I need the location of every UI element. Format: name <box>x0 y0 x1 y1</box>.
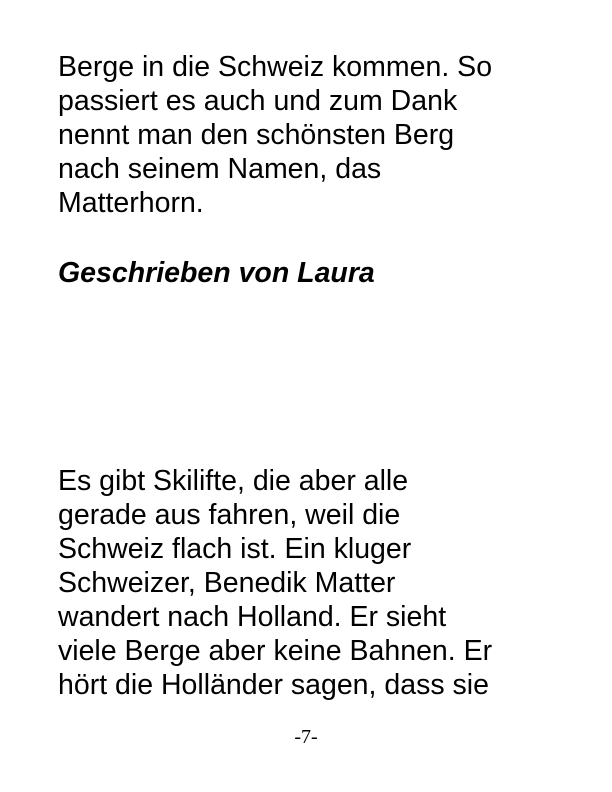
text-line: Matterhorn. <box>58 187 204 219</box>
text-line: Es gibt Skilifte, die aber alle <box>58 465 409 497</box>
text-line: passiert es auch und zum Dank <box>58 85 458 117</box>
text-line: hört die Holländer sagen, dass sie <box>58 669 489 701</box>
story-paragraph-beginning <box>58 464 578 702</box>
author-signature: Geschrieben von Laura <box>58 257 375 289</box>
text-line: Berge in die Schweiz kommen. So <box>58 51 493 83</box>
text-line: Schweizer, Benedik Matter <box>58 567 396 599</box>
page-number: -7- <box>294 726 318 748</box>
text-line: viele Berge aber keine Bahnen. Er <box>58 635 493 667</box>
text-line: gerade aus fahren, weil die <box>58 499 401 531</box>
text-line: Schweiz flach ist. Ein kluger <box>58 533 412 565</box>
story-paragraph-ending <box>58 50 578 220</box>
text-line: nennt man den schönsten Berg <box>58 119 455 151</box>
text-line: nach seinem Namen, das <box>58 153 382 185</box>
text-line: wandert nach Holland. Er sieht <box>58 601 447 633</box>
